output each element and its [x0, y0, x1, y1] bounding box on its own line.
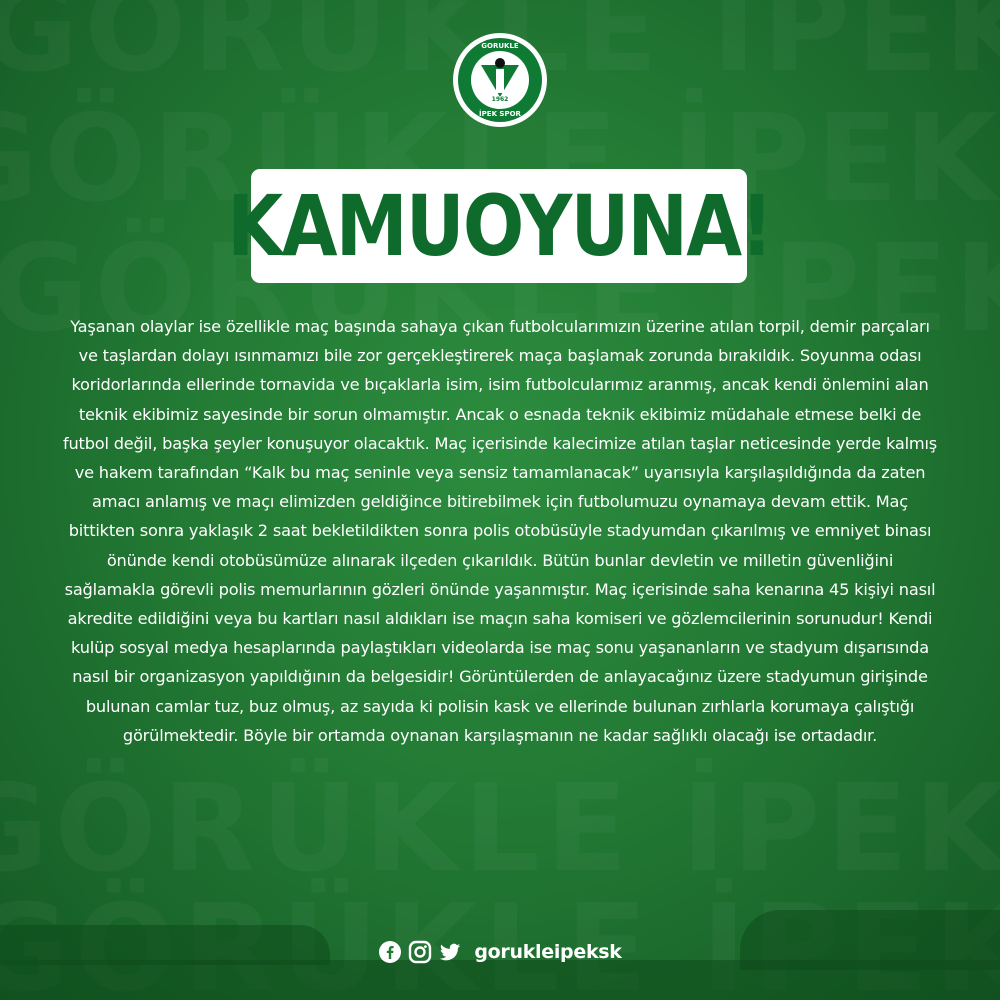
- facebook-icon[interactable]: [378, 940, 402, 964]
- club-logo: [453, 33, 547, 127]
- instagram-icon[interactable]: [408, 940, 432, 964]
- social-handle[interactable]: gorukleipeksk: [474, 941, 622, 963]
- social-bar: [0, 940, 1000, 964]
- twitter-icon[interactable]: [438, 940, 462, 964]
- statement-text: Yaşanan olaylar ise özellikle maç başında sahaya çıkan futbolcularımızın üzerine atılan torpil, demir parçaları ve taşlardan dolayı ısınmamızı bile zor gerçekleştirerek maça başlamak zorunda bırakıldık. Soyunma odası koridorlarında ellerinde tornavida ve bıçaklarla isim, isim futbolcularımız aranmış, ancak kendi önlemini alan teknik ekibimiz sayesinde bir sorun olmamıştır. Ancak o esnada teknik ekibimiz müdahale etmese belki de futbol değil, başka şeyler konuşuyor olacaktık. Maç içerisinde kalecimize atılan taşlar neticesinde yerde kalmış ve hakem tarafından “Kalk bu maç seninle veya sensiz tamamlanacak” uyarısıyla karşılaşıldığında da zaten amacı anlamış ve maçı elimizden geldiğince bitirebilmek için futbolumuzu oynamaya devam ettik. Maç bittikten sonra yaklaşık 2 saat bekletildikten sonra polis otobüsüyle stadyumdan çıkarılmış ve emniyet binası önünde kendi otobüsümüze alınarak ilçeden çıkarıldık. Bütün bunlar devletin ve milletin güvenliğini sağlamakla görevli polis memurlarının gözleri önünde yaşanmıştır. Maç içerisinde saha kenarına 45 kişiyi nasıl akredite edildiğini veya bu kartları nasıl aldıkları ise maçın saha komiseri ve gözlemcilerinin sorunudur! Kendi kulüp sosyal medya hesaplarında paylaştıkları videolarda ise maç sonu yaşananların ve stadyum dışarısında nasıl bir organizasyon yapıldığının da belgesidir! Görüntülerden de anlayacağınız üzere stadyumun girişinde bulunan camlar tuz, buz olmuş, az sayıda ki polisin kask ve ellerinde bulunan zırhlarla korumaya çalıştığı görülmektedir. Böyle bir ortamda oynanan karşılaşmanın ne kadar sağlıklı olacağı ise ortadadır.: [63, 317, 937, 745]
- logo-year: 1962: [491, 96, 509, 103]
- headline: KAMUOYUNA!: [226, 177, 772, 275]
- headline-box: [226, 169, 772, 283]
- background-watermark: [0, 760, 1000, 899]
- logo-bottom-text: İPEK SPOR: [479, 110, 521, 118]
- logo-top-text: GORUKLE: [481, 42, 519, 50]
